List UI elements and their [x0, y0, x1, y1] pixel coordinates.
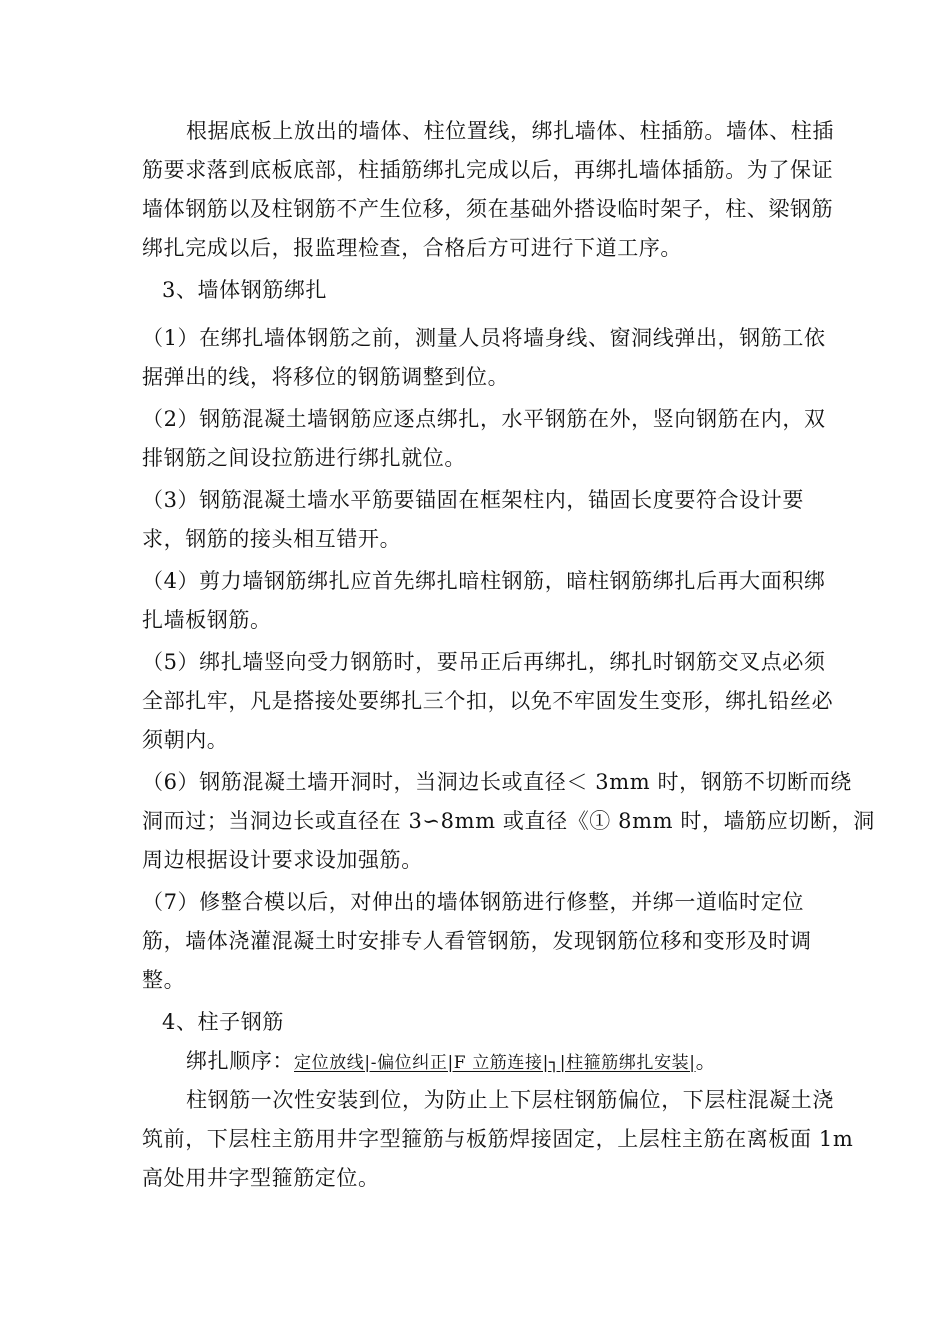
list-item-line: 排钢筋之间设拉筋进行绑扎就位。	[142, 446, 466, 470]
list-item-line: 洞而过；当洞边长或直径在 3∽8mm 或直径《① 8mm 时，墙筋应切断，洞	[142, 809, 875, 833]
list-item-line: （2）钢筋混凝土墙钢筋应逐点绑扎，水平钢筋在外，竖向钢筋在内，双	[142, 407, 826, 431]
paragraph-line: 柱钢筋一次性安装到位，为防止上下层柱钢筋偏位，下层柱混凝土浇	[186, 1088, 834, 1112]
list-item-line: （1）在绑扎墙体钢筋之前，测量人员将墙身线、窗洞线弹出，钢筋工依	[142, 326, 826, 350]
sequence-suffix: 。	[695, 1049, 718, 1073]
list-item-line: 全部扎牢，凡是搭接处要绑扎三个扣，以免不牢固发生变形，绑扎铅丝必	[142, 689, 834, 713]
list-item-line: （7）修整合模以后，对伸出的墙体钢筋进行修整，并绑一道临时定位	[142, 890, 804, 914]
list-item-line: （3）钢筋混凝土墙水平筋要锚固在框架柱内，锚固长度要符合设计要	[142, 488, 804, 512]
paragraph-line: 墙体钢筋以及柱钢筋不产生位移，须在基础外搭设临时架子，柱、梁钢筋	[142, 197, 834, 221]
list-item-line: 筋，墙体浇灌混凝土时安排专人看管钢筋，发现钢筋位移和变形及时调	[142, 929, 812, 953]
paragraph-line: 根据底板上放出的墙体、柱位置线，绑扎墙体、柱插筋。墙体、柱插	[186, 119, 834, 143]
section-heading: 4、柱子钢筋	[162, 1010, 284, 1034]
sequence-prefix: 绑扎顺序：	[186, 1049, 294, 1073]
paragraph-line: 筋要求落到底板底部，柱插筋绑扎完成以后，再绑扎墙体插筋。为了保证	[142, 158, 834, 182]
list-item-line: 扎墙板钢筋。	[142, 608, 272, 632]
paragraph-line: 高处用井字型箍筋定位。	[142, 1166, 380, 1190]
paragraph-line: 筑前，下层柱主筋用井字型箍筋与板筋焊接固定，上层柱主筋在离板面 1m	[142, 1127, 854, 1151]
list-item-line: 据弹出的线，将移位的钢筋调整到位。	[142, 365, 510, 389]
list-item-line: （5）绑扎墙竖向受力钢筋时，要吊正后再绑扎，绑扎时钢筋交叉点必须	[142, 650, 826, 674]
section-heading: 3、墙体钢筋绑扎	[162, 278, 328, 302]
sequence-steps: 定位放线|-偏位纠正|F 立筋连接|┐|柱箍筋绑扎安装|	[294, 1053, 696, 1073]
list-item-line: 求，钢筋的接头相互错开。	[142, 527, 402, 551]
sequence-line	[186, 1046, 717, 1078]
list-item-line: 整。	[142, 968, 186, 992]
list-item-line: 周边根据设计要求设加强筋。	[142, 848, 423, 872]
list-item-line: （6）钢筋混凝土墙开洞时，当洞边长或直径＜ 3mm 时，钢筋不切断而绕	[142, 770, 852, 794]
list-item-line: 须朝内。	[142, 728, 229, 752]
list-item-line: （4）剪力墙钢筋绑扎应首先绑扎暗柱钢筋，暗柱钢筋绑扎后再大面积绑	[142, 569, 826, 593]
paragraph-line: 绑扎完成以后，报监理检查，合格后方可进行下道工序。	[142, 236, 682, 260]
